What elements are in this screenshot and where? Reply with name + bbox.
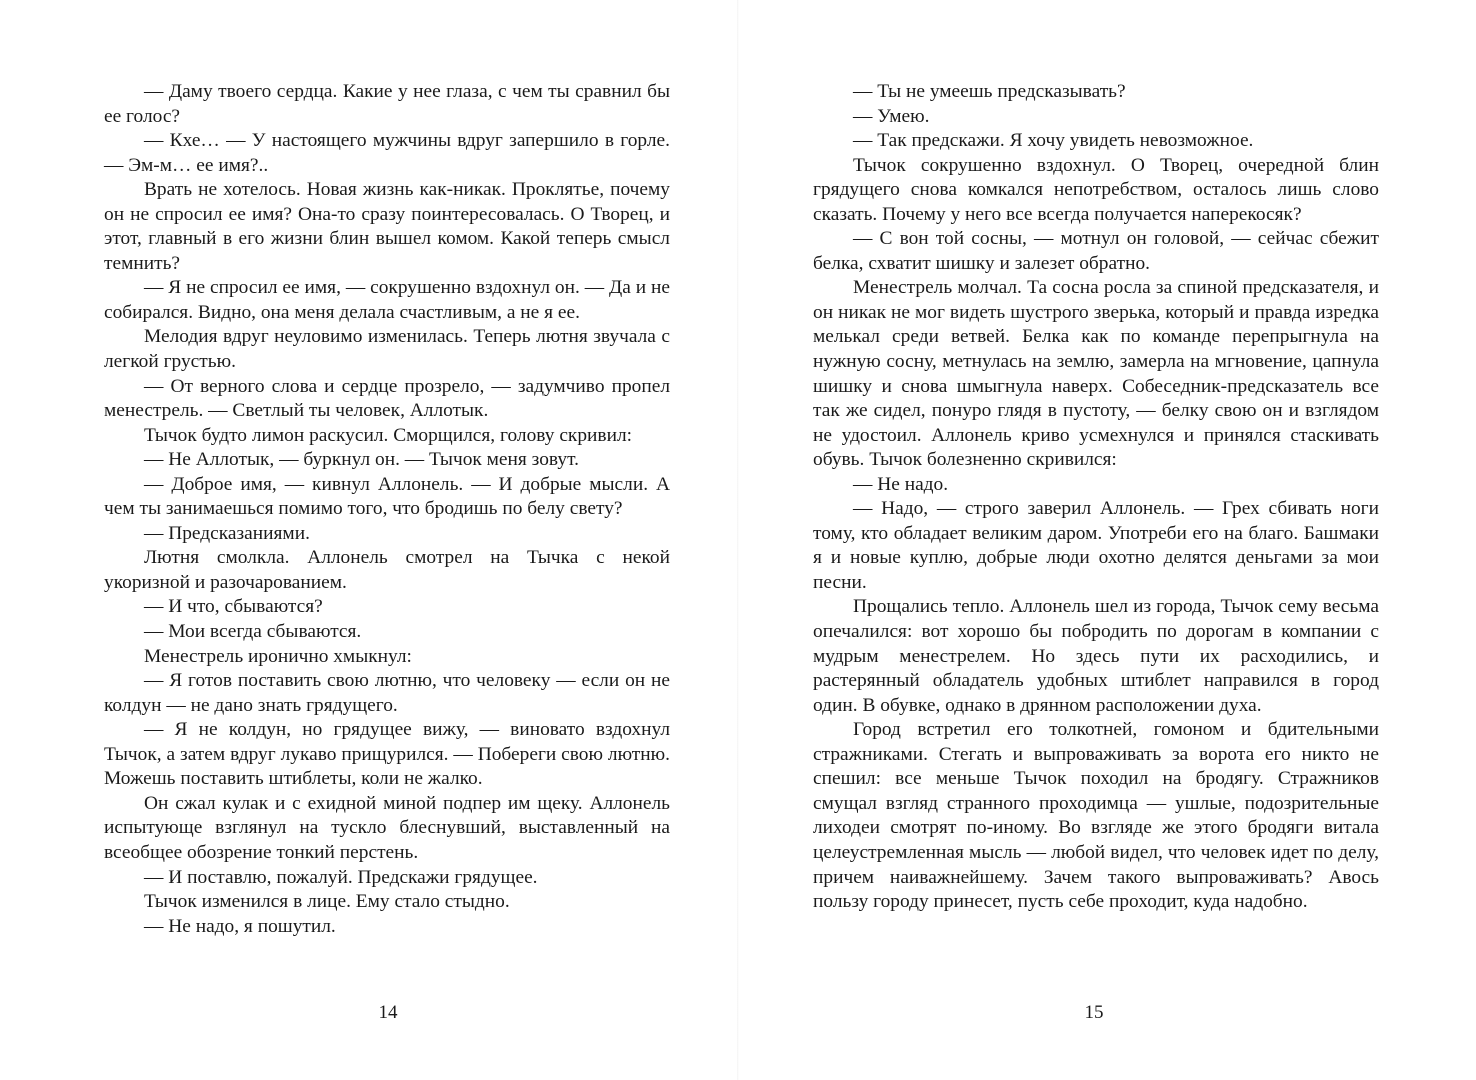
paragraph: — Доброе имя, — кивнул Аллонель. — И добрые мысли. А чем ты занимаешься помимо того, что бродишь по белу свету?	[104, 473, 670, 520]
right-page	[738, 0, 1476, 1080]
paragraph: — И поставлю, пожалуй. Предскажи грядущее.	[144, 866, 538, 888]
paragraph: — Так предскажи. Я хочу увидеть невозможное.	[853, 130, 1254, 152]
paragraph: Мелодия вдруг неуловимо изменилась. Теперь лютня звучала с легкой грустью.	[104, 326, 670, 373]
paragraph: — Надо, — строго заверил Аллонель. — Грех сбивать ноги тому, кто обладает великим даром. Употреби его на благо. Башмаки я и новые куплю, добрые люди охотно делятся деньгами за мои песни.	[813, 498, 1379, 593]
paragraph: — Не надо.	[853, 473, 949, 495]
page-number-right: 15	[1084, 1002, 1104, 1023]
paragraph: Врать не хотелось. Новая жизнь как-никак. Проклятье, почему он не спросил ее имя? Она-то сразу поинтересовалась. О Творец, и этот, главный в его жизни блин вышел комом. Какой теперь смысл темнить?	[104, 179, 670, 274]
paragraph: — Я не спросил ее имя, — сокрушенно вздохнул он. — Да и не собирался. Видно, она меня делала счастливым, а не я ее.	[104, 277, 670, 323]
paragraph: Тычок будто лимон раскусил. Сморщился, голову скривил:	[144, 424, 633, 446]
paragraph: Лютня смолкла. Аллонель смотрел на Тычка с некой укоризной и разочарованием.	[104, 547, 670, 593]
paragraph: — С вон той сосны, — мотнул он головой, — сейчас сбежит белка, схватит шишку и залезет обратно.	[813, 228, 1379, 274]
paragraph: Менестрель молчал. Та сосна росла за спиной предсказателя, и он никак не мог видеть шустрого зверька, который и правда изредка мелькал среди ветвей. Белка как по команде перепрыгнула на нужную сосну, метнулась на землю, замерла на мгновение, цапнула шишку и снова шмыгнула наверх. Собеседник-предсказатель все так же сидел, понуро глядя в пустоту, — белку свою он и взглядом не удостоил. Аллонель криво усмехнулся и принялся стаскивать обувь. Тычок болезненно скривился:	[813, 277, 1379, 471]
paragraph: Прощались тепло. Аллонель шел из города, Тычок сему весьма опечалился: вот хорошо бы побродить по дорогам в компании с мудрым менестрелем. Но здесь пути их расходились, и растерянный обладатель удобных штиблет направился в город один. В обувке, однако в дрянном расположении духа.	[813, 596, 1379, 716]
page-number-left: 14	[378, 1002, 398, 1023]
paragraph: — Ты не умеешь предсказывать?	[853, 81, 1126, 102]
paragraph: Менестрель иронично хмыкнул:	[144, 645, 412, 667]
left-page-text	[104, 80, 670, 939]
paragraph: — Предсказаниями.	[144, 522, 310, 544]
paragraph: — Даму твоего сердца. Какие у нее глаза, с чем ты сравнил бы ее голос?	[104, 81, 670, 127]
paragraph: Тычок изменился в лице. Ему стало стыдно.	[144, 891, 510, 913]
paragraph: Он сжал кулак и с ехидной миной подпер им щеку. Аллонель испытующе взглянул на тускло блеснувший, выставленный на всеобщее обозрение тонкий перстень.	[104, 792, 670, 863]
paragraph: — Кхе… — У настоящего мужчины вдруг запершило в горле. — Эм-м… ее имя?..	[104, 130, 670, 176]
paragraph: Тычок сокрушенно вздохнул. О Творец, очередной блин грядущего снова комкался непотребством, осталось лишь слово сказать. Почему у него все всегда получается наперекосяк?	[813, 154, 1379, 225]
paragraph: — И что, сбываются?	[144, 596, 323, 618]
paragraph: — Не Аллотык, — буркнул он. — Тычок меня зовут.	[144, 449, 579, 471]
paragraph: — Я готов поставить свою лютню, что человеку — если он не колдун — не дано знать грядущего.	[104, 670, 670, 716]
paragraph: Город встретил его толкотней, гомоном и бдительными стражниками. Стегать и выпроваживать за ворота его никто не спешил: все меньше Тычок походил на бродягу. Стражников смущал взгляд странного проходимца — ушлые, подозрительные лиходеи смотрят по-иному. Во взгляде же этого бродяги витала целеустремленная мысль — любой видел, что человек идет по делу, причем наиважнейшему. Зачем такого выпроваживать? Авось пользу городу принесет, пусть себе проходит, куда надобно.	[813, 719, 1379, 913]
paragraph: — Мои всегда сбываются.	[144, 621, 362, 643]
paragraph: — Я не колдун, но грядущее вижу, — виновато вздохнул Тычок, а затем вдруг лукаво прищурился. — Побереги свою лютню. Можешь поставить штиблеты, коли не жалко.	[104, 719, 670, 790]
paragraph: — Не надо, я пошутил.	[144, 915, 336, 937]
right-page-text	[813, 80, 1379, 915]
paragraph: — От верного слова и сердце прозрело, — задумчиво пропел менестрель. — Светлый ты человек, Аллотык.	[104, 375, 670, 422]
paragraph: — Умею.	[853, 105, 930, 127]
